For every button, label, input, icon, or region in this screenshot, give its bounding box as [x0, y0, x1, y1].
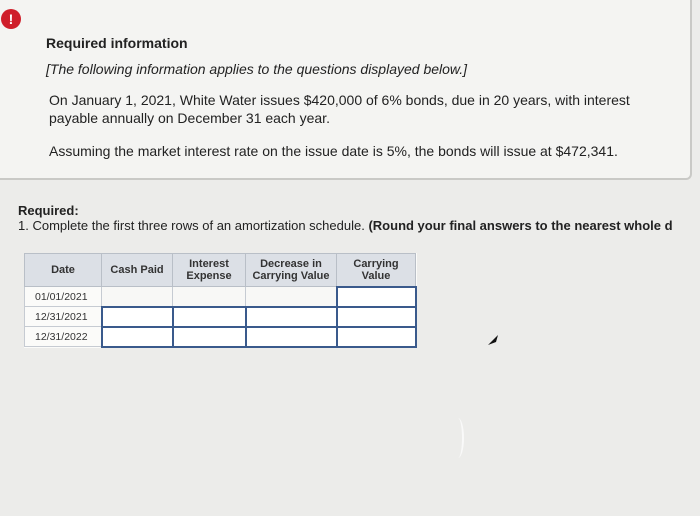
required-instruction: [18, 218, 700, 233]
decrease-carrying-value-cell-disabled: [246, 287, 337, 307]
market-rate-statement: Assuming the market interest rate on the issue date is 5%, the bonds will issue at $472,341.: [49, 143, 618, 159]
header-decrease-line1: Decrease in: [260, 258, 322, 270]
interest-expense-input[interactable]: [173, 307, 246, 327]
rounding-instruction: (Round your final answers to the nearest whole d: [368, 218, 673, 233]
decrease-carrying-value-input[interactable]: [246, 307, 337, 327]
mouse-pointer-icon: [486, 333, 500, 347]
carrying-value-input[interactable]: [337, 287, 416, 307]
header-interest-line1: Interest: [189, 258, 229, 270]
row-date: 01/01/2021: [25, 287, 102, 307]
interest-expense-cell-disabled: [173, 287, 246, 307]
header-carrying-line2: Value: [361, 269, 391, 282]
instruction-text: 1. Complete the first three rows of an amortization schedule.: [18, 218, 365, 233]
cash-paid-cell-disabled: [102, 287, 173, 307]
problem-statement: On January 1, 2021, White Water issues $420,000 of 6% bonds, due in 20 years, with interest payable annually on December 31 each year.: [49, 92, 630, 126]
table-row: [25, 327, 416, 347]
header-carrying-line1: Carrying: [353, 257, 399, 270]
header-decrease-line2: Carrying Value: [252, 270, 330, 282]
table-header-row: [25, 254, 416, 287]
header-interest-line2: Expense: [186, 270, 232, 282]
alert-icon: !: [1, 9, 21, 29]
information-note: [The following information applies to the questions displayed below.]: [46, 61, 468, 77]
row-date: 12/31/2022: [25, 327, 102, 347]
amortization-schedule-table: [24, 253, 417, 348]
cash-paid-input[interactable]: [102, 327, 173, 347]
header-date: Date: [25, 254, 102, 287]
cash-paid-input[interactable]: [102, 307, 173, 327]
table-row: [25, 287, 416, 307]
interest-expense-input[interactable]: [173, 327, 246, 347]
header-carrying-value: [337, 254, 416, 287]
required-information-panel: [0, 0, 692, 180]
required-information-title: Required information: [46, 35, 188, 51]
decrease-carrying-value-input[interactable]: [246, 327, 337, 347]
header-interest-expense: [173, 254, 246, 287]
carrying-value-input[interactable]: [337, 327, 416, 347]
required-label: Required:: [18, 203, 79, 218]
screen-glare: [452, 418, 464, 458]
header-cash-paid: Cash Paid: [102, 254, 173, 287]
header-decrease-carrying-value: [246, 254, 337, 287]
carrying-value-input[interactable]: [337, 307, 416, 327]
table-row: [25, 307, 416, 327]
row-date: 12/31/2021: [25, 307, 102, 327]
